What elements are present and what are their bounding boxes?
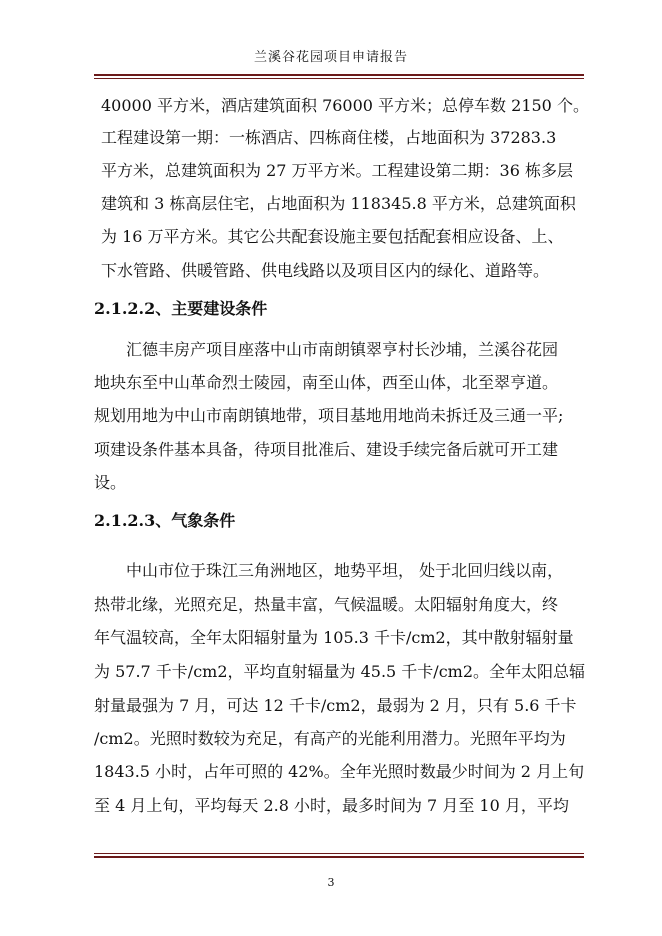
footer-rule-thin	[94, 853, 584, 854]
paragraph-line: 建筑和 3 栋高层住宅，占地面积为 118345.8 平方米，总建筑面积	[101, 194, 576, 213]
paragraph-line: 热带北缘，光照充足，热量丰富，气候温暖。太阳辐射角度大，终	[94, 595, 559, 614]
paragraph-line: 射量最强为 7 月，可达 12 千卡/cm2，最弱为 2 月，只有 5.6 千卡	[94, 696, 577, 715]
paragraph-line: 下水管路、供暖管路、供电线路以及项目区内的绿化、道路等。	[101, 261, 550, 280]
paragraph-line: 设。	[94, 473, 127, 492]
paragraph-line: 工程建设第一期：一栋酒店、四栋商住楼，占地面积为 37283.3	[101, 128, 557, 147]
header-title: 兰溪谷花园项目申请报告	[253, 50, 408, 65]
paragraph-line: /cm2。光照时数较为充足，有高产的光能利用潜力。光照年平均为	[94, 729, 566, 748]
paragraph-line: 汇德丰房产项目座落中山市南朗镇翠亨村长沙埔，兰溪谷花园	[126, 340, 559, 359]
paragraph-line: 为 16 万平方米。其它公共配套设施主要包括配套相应设备、上、	[101, 227, 564, 246]
section-heading: 2.1.2.3、气象条件	[94, 511, 236, 530]
paragraph-line: 规划用地为中山市南朗镇地带，项目基地用地尚未拆迁及三通一平;	[94, 406, 564, 425]
paragraph-line: 为 57.7 千卡/cm2，平均直射辐量为 45.5 千卡/cm2。全年太阳总辐	[94, 662, 586, 681]
page-number: 3	[327, 876, 335, 889]
paragraph-line: 平方米，总建筑面积为 27 万平方米。工程建设第二期：36 栋多层	[101, 161, 573, 180]
paragraph-line: 1843.5 小时，占年可照的 42%。全年光照时数最少时间为 2 月上旬	[94, 762, 585, 781]
header-rule-thin	[94, 78, 584, 79]
section-heading: 2.1.2.2、主要建设条件	[94, 299, 268, 318]
paragraph-line: 中山市位于珠江三角洲地区，地势平坦， 处于北回归线以南，	[126, 561, 564, 580]
paragraph-line: 至 4 月上旬，平均每天 2.8 小时，最多时间为 7 月至 10 月，平均	[94, 796, 569, 815]
footer-rule-thick	[94, 856, 584, 858]
paragraph-line: 地块东至中山革命烈士陵园，南至山体，西至山体，北至翠亨道。	[94, 373, 559, 392]
paragraph-line: 项建设条件基本具备，待项目批准后、建设手续完备后就可开工建	[94, 440, 559, 459]
paragraph-line: 年气温较高，全年太阳辐射量为 105.3 千卡/cm2，其中散射辐射量	[94, 628, 574, 647]
header-rule-thick	[94, 74, 584, 76]
paragraph-line: 40000 平方米，酒店建筑面积 76000 平方米；总停车数 2150 个。	[101, 96, 589, 115]
